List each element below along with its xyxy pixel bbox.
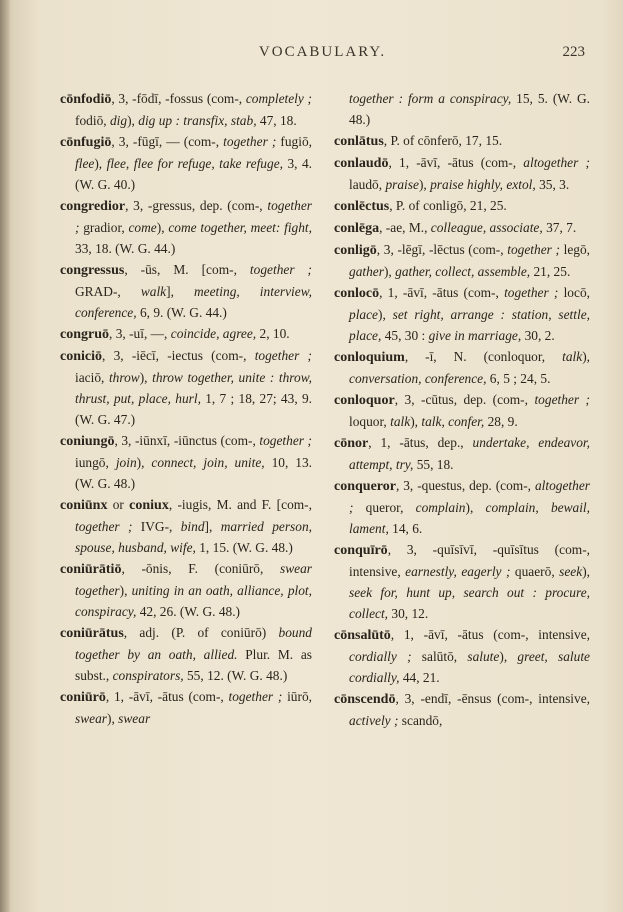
dictionary-entry (60, 195, 312, 259)
dictionary-entry (60, 88, 312, 131)
dictionary-entry (334, 475, 590, 539)
entry-definition: , 3, -questus, dep. (com-, altogether ; queror, complain), complain, bewail, lament, 14, 6. (349, 478, 590, 536)
dictionary-entry (60, 259, 312, 323)
entry-headword: coniūrātus (60, 626, 124, 641)
dictionary-entry (334, 389, 590, 432)
dictionary-entry (60, 558, 312, 622)
entry-headword: conlēctus (334, 199, 390, 214)
entry-headword: cōnscendō (334, 692, 396, 707)
entry-headword: congressus (60, 263, 125, 278)
dictionary-entry (334, 88, 590, 130)
dictionary-entry (334, 239, 590, 282)
entry-headword: conloquium (334, 350, 405, 365)
dictionary-entry (334, 624, 590, 688)
entry-headword: coniūrō (60, 690, 106, 705)
entry-headword: cōnor (334, 436, 369, 451)
entry-headword: conlocō (334, 286, 380, 301)
entry-headword: congruō (60, 327, 109, 342)
entry-definition: , 1, -āvī, -ātus (com-, altogether ; laudō, praise), praise highly, extol, 35, 3. (349, 155, 590, 192)
entry-headword: coniūnx (60, 498, 108, 513)
entry-headword: conloquor (334, 393, 395, 408)
entry-definition: , -ae, M., colleague, associate, 37, 7. (379, 220, 577, 235)
dictionary-entry (60, 622, 312, 686)
page-gutter-shadow (0, 0, 10, 912)
entry-definition: , 3, -iūnxī, -iūnctus (com-, together ; iungō, join), connect, join, unite, 10, 13. (W. G. 48.) (75, 433, 313, 491)
dictionary-entry (334, 195, 590, 217)
entry-headword: conqueror (334, 479, 396, 494)
running-head: VOCABULARY. (258, 44, 387, 60)
entry-definition: , 3, -endī, -ēnsus (com-, intensive, actively ; scandō, (349, 691, 590, 728)
entry-definition: , 3, -gressus, dep. (com-, together ; gradior, come), come together, meet: fight, 33, 18. (W. G. 44.) (75, 198, 312, 256)
entry-definition: , 1, -āvī, -ātus (com-, intensive, cordially ; salūtō, salute), greet, salute cordially, 44, 21. (349, 627, 590, 685)
entry-definition: , P. of cōnferō, 17, 15. (383, 133, 503, 148)
dictionary-entry (334, 688, 590, 731)
entry-headword: conquīrō (334, 543, 388, 558)
entry-headword: conlēga (334, 221, 380, 236)
entry-definition: , 3, -iēcī, -iectus (com-, together ; iaciō, throw), throw together, unite : throw, thrust, put, place, hurl, 1, 7 ; 18, 27; 43, 9. (W. G. 47.) (75, 348, 313, 427)
entry-headword: conlaudō (334, 156, 389, 171)
entry-definition: or coniux, -iugis, M. and F. [com-, together ; IVG-, bind], married person, spouse, husband, wife, 1, 15. (W. G. 48.) (75, 497, 312, 555)
dictionary-entry (334, 152, 590, 195)
entry-definition: , -ūs, M. [com-, together ; GRAD-, walk], meeting, interview, conference, 6, 9. (W. G. 44.) (75, 262, 312, 320)
dictionary-entry (60, 131, 312, 195)
dictionary-entry (334, 282, 590, 346)
entry-headword: coniciō (60, 349, 102, 364)
dictionary-entry (60, 494, 312, 558)
entry-headword: congredior (60, 199, 126, 214)
dictionary-entry (60, 345, 312, 430)
dictionary-entry (334, 217, 590, 239)
entry-definition: , 1, -āvī, -ātus (com-, together ; locō, place), set right, arrange : station, settle, place, 45, 30 : give in marriage, 30, 2. (349, 285, 590, 343)
entry-definition: , 3, -fōdī, -fossus (com-, completely ; fodiō, dig), dig up : transfix, stab, 47, 18. (75, 91, 312, 128)
entry-definition: , 3, -cūtus, dep. (com-, together ; loquor, talk), talk, confer, 28, 9. (349, 392, 590, 429)
entry-headword: coniūrātiō (60, 562, 122, 577)
dictionary-entry (334, 432, 590, 475)
page-number: 223 (562, 44, 585, 60)
entry-headword: cōnsalūtō (334, 628, 391, 643)
entry-definition: , 1, -āvī, -ātus (com-, together ; iūrō, swear), swear (75, 689, 312, 726)
entry-headword: cōnfodiō (60, 92, 112, 107)
entry-definition: , 3, -fūgī, — (com-, together ; fugiō, flee), flee, flee for refuge, take refuge, 3, 4. (W. G. 40.) (75, 134, 312, 192)
entry-definition: , -ī, N. (conloquor, talk), conversation, conference, 6, 5 ; 24, 5. (349, 349, 590, 386)
dictionary-entry (334, 346, 590, 389)
left-column (60, 88, 312, 729)
dictionary-entry (60, 323, 312, 345)
entry-headword: conlātus (334, 134, 384, 149)
dictionary-entry (60, 430, 312, 494)
entry-definition: , adj. (P. of coniūrō) bound together by an oath, allied. Plur. M. as subst., conspirators, 55, 12. (W. G. 48.) (75, 625, 312, 683)
entry-definition: , P. of conligō, 21, 25. (389, 198, 507, 213)
entry-definition: , 3, -lēgī, -lēctus (com-, together ; legō, gather), gather, collect, assemble, 21, 25. (349, 242, 591, 279)
entry-headword: conligō (334, 243, 377, 258)
entry-definition: , 3, -uī, —, coincide, agree, 2, 10. (109, 326, 290, 341)
dictionary-entry (334, 539, 590, 624)
entry-headword: coniungō (60, 434, 115, 449)
entry-definition: together : form a conspiracy, 15, 5. (W. G. 48.) (349, 91, 590, 127)
entry-definition: , 1, -ātus, dep., undertake, endeavor, attempt, try, 55, 18. (349, 435, 590, 472)
entry-definition: , -ōnis, F. (coniūrō, swear together), uniting in an oath, alliance, plot, conspiracy, 42, 26. (W. G. 48.) (75, 561, 312, 619)
dictionary-entry (60, 686, 312, 729)
dictionary-entry (334, 130, 590, 152)
page-header (60, 44, 585, 66)
right-column (334, 88, 590, 731)
entry-headword: cōnfugiō (60, 135, 112, 150)
entry-definition: , 3, -quīsīvī, -quīsītus (com-, intensive, earnestly, eagerly ; quaerō, seek), seek for, hunt up, search out : procure, collect, 30, 12. (349, 542, 590, 621)
